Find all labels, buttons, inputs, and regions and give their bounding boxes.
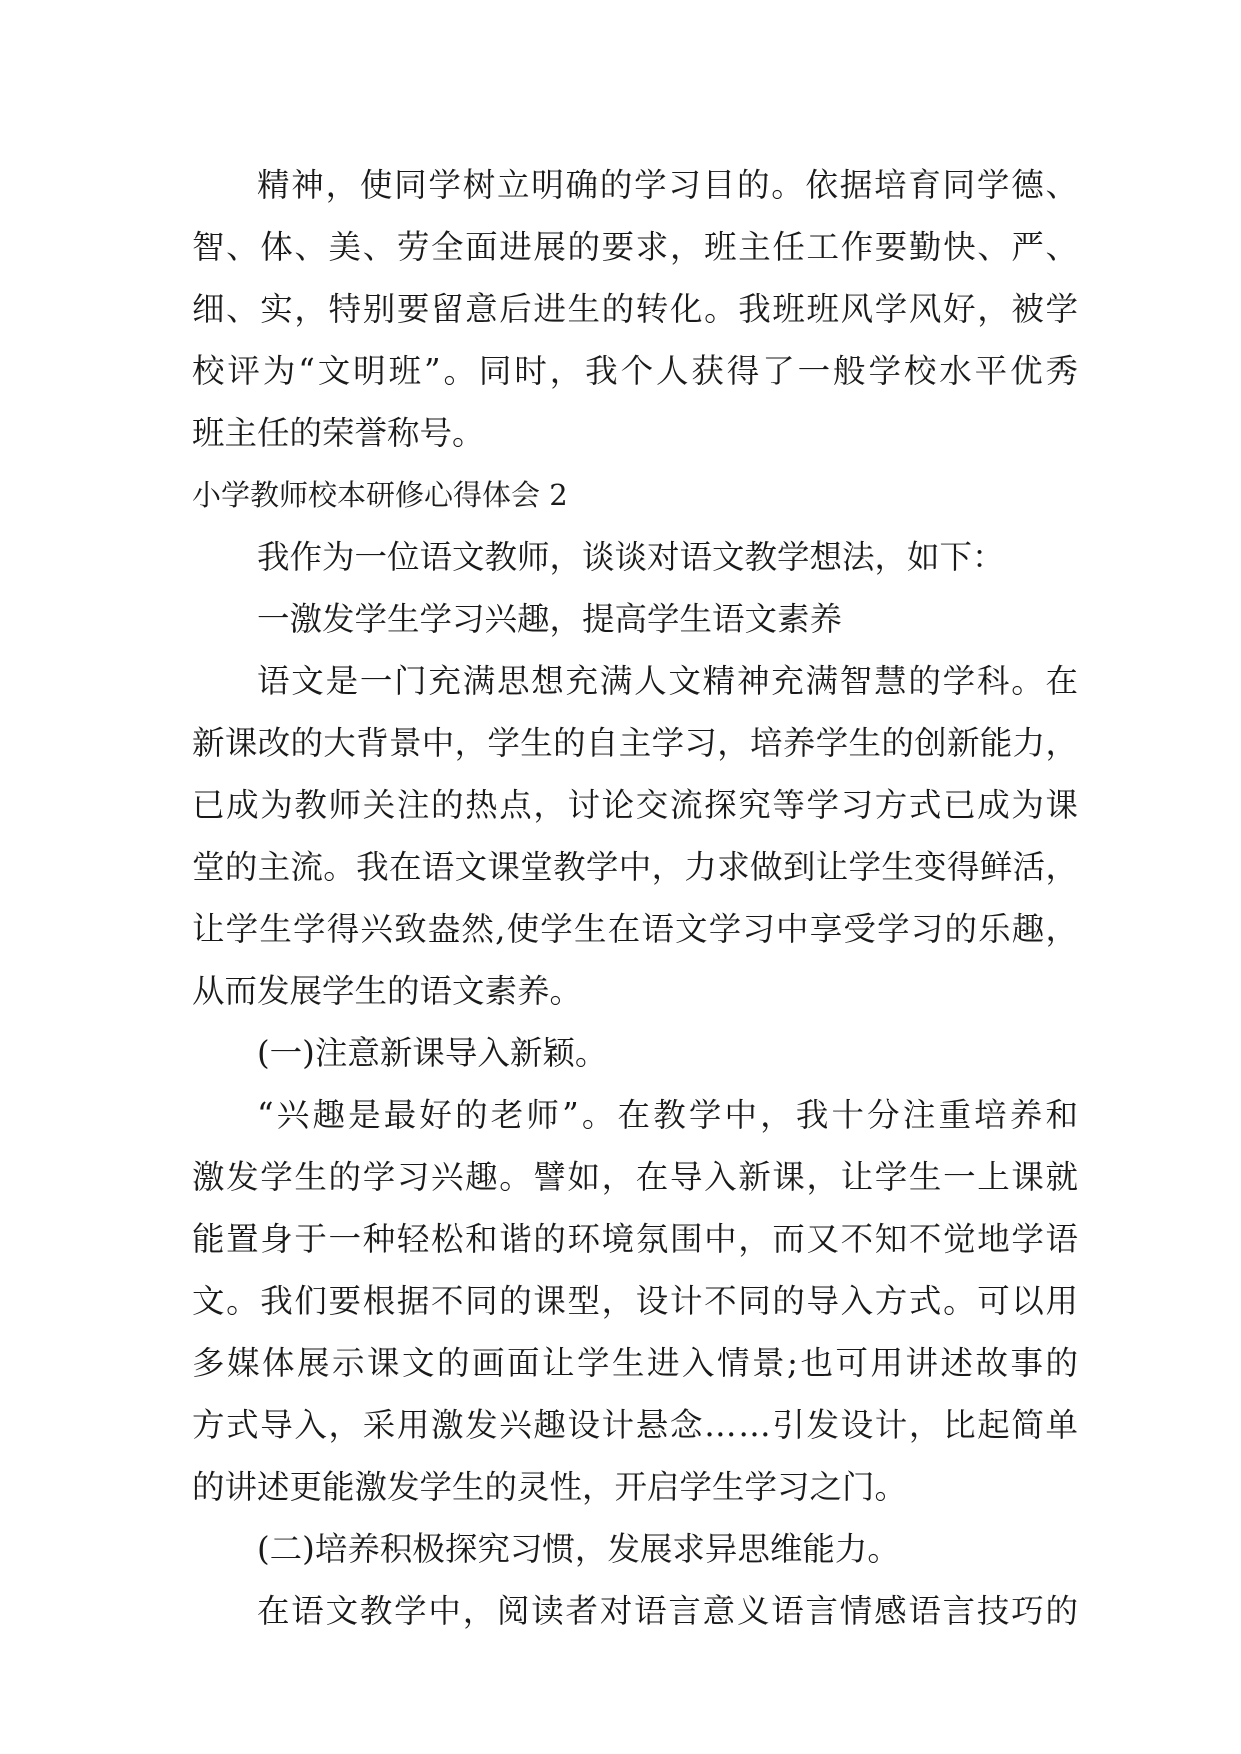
subsection-heading: (一)注意新课导入新颖。 <box>257 1034 608 1072</box>
paragraph-line: 文。我们要根据不同的课型，设计不同的导入方式。可以用 <box>192 1282 1080 1320</box>
paragraph-line: 能置身于一种轻松和谐的环境氛围中，而又不知不觉地学语 <box>192 1220 1080 1258</box>
paragraph-line: 细、实，特别要留意后进生的转化。我班班风学风好，被学 <box>192 290 1080 328</box>
paragraph-line: 堂的主流。我在语文课堂教学中，力求做到让学生变得鲜活， <box>192 848 1079 886</box>
paragraph-line: “兴趣是最好的老师”。在教学中，我十分注重培养和 <box>257 1096 1082 1134</box>
paragraph-line: 激发学生的学习兴趣。譬如，在导入新课，让学生一上课就 <box>192 1158 1080 1196</box>
paragraph-line: 语文是一门充满思想充满人文精神充满智慧的学科。在 <box>257 662 1080 700</box>
paragraph-line: 校评为“文明班”。同时，我个人获得了一般学校水平优秀 <box>192 352 1081 390</box>
paragraph-line: 新课改的大背景中，学生的自主学习，培养学生的创新能力， <box>192 724 1079 762</box>
paragraph-line: 精神，使同学树立明确的学习目的。依据培育同学德、 <box>257 166 1080 204</box>
paragraph-line: 多媒体展示课文的画面让学生进入情景;也可用讲述故事的 <box>192 1344 1081 1382</box>
paragraph-line: 的讲述更能激发学生的灵性，开启学生学习之门。 <box>192 1468 908 1506</box>
paragraph-line: 方式导入，采用激发兴趣设计悬念……引发设计，比起简单 <box>192 1406 1080 1444</box>
paragraph-line: 智、体、美、劳全面进展的要求，班主任工作要勤快、严、 <box>192 228 1080 266</box>
paragraph-line: 我作为一位语文教师，谈谈对语文教学想法，如下： <box>257 538 1005 576</box>
subsection-heading: (二)培养积极探究习惯，发展求异思维能力。 <box>257 1530 900 1568</box>
paragraph-line: 从而发展学生的语文素养。 <box>192 972 583 1010</box>
section-heading: 小学教师校本研修心得体会 2 <box>192 478 568 512</box>
paragraph-line: 在语文教学中，阅读者对语言意义语言情感语言技巧的 <box>257 1592 1080 1630</box>
paragraph-line: 班主任的荣誉称号。 <box>192 414 485 452</box>
paragraph-line: 让学生学得兴致盎然,使学生在语文学习中享受学习的乐趣， <box>192 910 1080 948</box>
paragraph-line: 一激发学生学习兴趣，提高学生语文素养 <box>257 600 843 638</box>
paragraph-line: 已成为教师关注的热点，讨论交流探究等学习方式已成为课 <box>192 786 1080 824</box>
